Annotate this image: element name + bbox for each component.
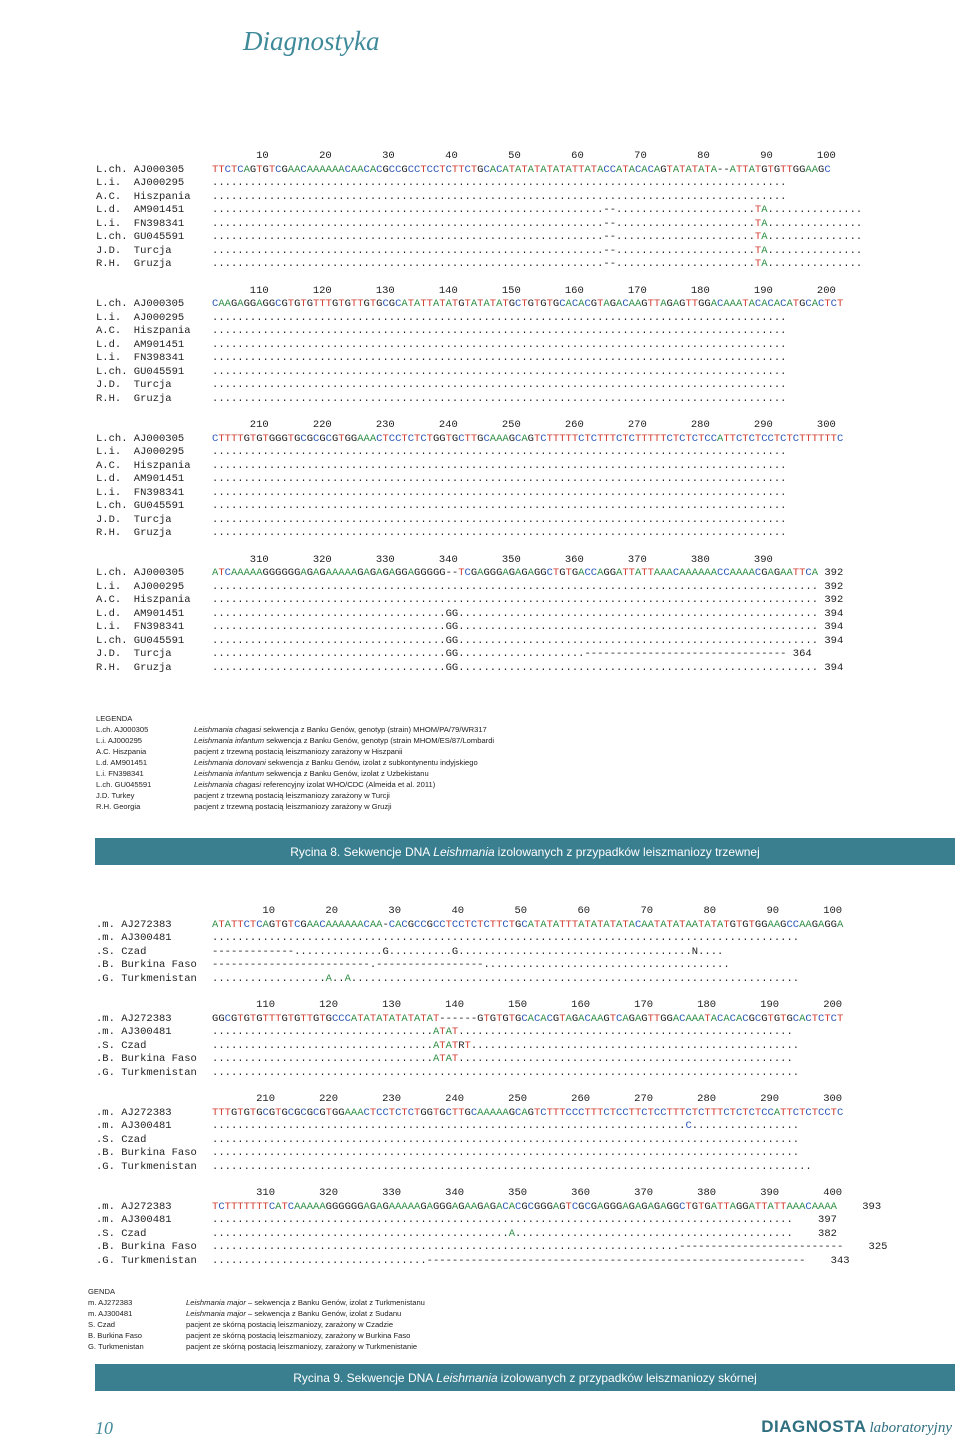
alignment-row — [96, 973, 887, 987]
figure-9-caption — [95, 1364, 955, 1391]
species-name: Leishmania infantum — [194, 769, 265, 778]
alignment-row — [96, 312, 862, 326]
sequence-label: R.H. Gruzja — [96, 392, 191, 405]
sequence-label: .G. Turkmenistan — [96, 1066, 197, 1079]
sequence-string: GGCGTGTGTTTGTGTTGTGCCCATATATATATATAT------GTGTGTGCACACGTAGACAAGTCAGAGTTGGACAAATACACACGCGTGTGCACTCTCT — [212, 1012, 844, 1025]
alignment-ruler: 10 20 30 40 50 60 70 80 90 100 — [212, 150, 836, 162]
legend-description — [194, 779, 435, 790]
legend-description — [186, 1341, 417, 1352]
sequence-label: L.d. AM901451 — [96, 338, 191, 351]
sequence-string: ...........................................................................C................. — [212, 1120, 800, 1132]
alignment-row — [96, 1147, 887, 1161]
alignment-ruler: 310 320 330 340 350 360 370 380 390 — [212, 553, 773, 566]
sequence-label: .S. Czad — [96, 1227, 191, 1240]
sequence-label: .m. AJ300481 — [96, 1120, 191, 1132]
figure-9-legend — [88, 1286, 425, 1352]
legend-description — [194, 790, 390, 801]
legend-code: L.i. AJ000295 — [96, 736, 143, 745]
alignment-row — [96, 298, 862, 312]
sequence-label: .B. Burkina Faso — [96, 1241, 197, 1253]
legend-text: pacjent ze skórną postacią leiszmaniozy, zarażony w Burkina Faso — [186, 1331, 411, 1340]
sequence-string: .....................................GG......................................................... 394 — [212, 607, 844, 620]
legend-text: pacjent ze skórną postacią leiszmaniozy, zarażony w Czadzie — [186, 1320, 394, 1329]
sequence-string: ........................................................................................... — [212, 338, 787, 351]
alignment-row — [96, 379, 862, 393]
sequence-label: .G. Turkmenistan — [96, 1254, 197, 1267]
caption-italic: Leishmania — [433, 844, 495, 859]
sequence-string: ................................................................................................ 392 — [212, 580, 844, 593]
alignment-row — [96, 487, 862, 501]
sequence-string: ..........................................................................-------------------------- 325 — [212, 1241, 888, 1253]
sequence-string: ............................................................................................. — [212, 1147, 800, 1159]
legend-code: L.d. AM901451 — [96, 758, 148, 767]
legend-entry — [88, 1297, 425, 1308]
sequence-string: ..................................------------------------------------------------------------ 343 — [212, 1254, 850, 1267]
sequence-label: L.ch. GU045591 — [96, 231, 191, 243]
sequence-label: J.D. Turcja — [96, 244, 191, 257]
alignment-row — [96, 1026, 887, 1040]
alignment-row — [96, 231, 862, 245]
sequence-string: ........................................................................................... — [212, 311, 787, 324]
page-number: 10 — [95, 1418, 113, 1438]
alignment-row — [96, 500, 862, 514]
sequence-label: L.d. AM901451 — [96, 607, 191, 620]
sequence-label: R.H. Gruzja — [96, 527, 191, 539]
alignment-row — [96, 621, 862, 635]
sequence-label: L.ch. GU045591 — [96, 365, 191, 378]
sequence-label: .S. Czad — [96, 1039, 191, 1052]
sequence-string: ............................................................................................. — [212, 1133, 800, 1146]
alignment-row — [96, 339, 862, 353]
alignment-row — [96, 635, 862, 649]
alignment-row — [96, 177, 862, 191]
legend-text: sekwencja z Banku Genów, izolat z Uzbekistanu — [264, 769, 429, 778]
sequence-label: .B. Burkina Faso — [96, 1147, 197, 1159]
legend-description — [194, 768, 429, 779]
alignment-row — [96, 325, 862, 339]
sequence-string: ...................................ATAT..................................................... — [212, 1026, 793, 1038]
alignment-row — [96, 204, 862, 218]
sequence-string: ........................................................................................... — [212, 177, 787, 189]
alignment-row — [96, 1053, 887, 1067]
sequence-string: -------------..............G..........G.....................................N.... — [212, 945, 724, 958]
legend-entry — [88, 1319, 425, 1330]
alignment-row — [96, 919, 887, 933]
sequence-string: ...................................ATATRT.................................................... — [212, 1039, 800, 1052]
sequence-string: ..............................................................--......................TA............... — [212, 231, 863, 243]
figure-8-caption — [95, 838, 955, 865]
sequence-string: CTTTTGTGTGGGTGCGCGCGTGGAAACTCCTCTCTGGTGCTTGCAAAGCAGTCTTTTTCTCTTTCTCTTTTTCTCTCTCCATTCTCTCCTCTCTTTTTTC — [212, 432, 844, 445]
sequence-string: ..............................................................--......................TA............... — [212, 244, 863, 257]
species-name: Leishmania major — [186, 1298, 246, 1307]
figure-8-legend — [96, 713, 494, 812]
sequence-string: .....................................GG......................................................... 394 — [212, 634, 844, 647]
sequence-string: TCTTTTTTTCATCAAAAAGGGGGGAGAGAAAAAGAGGGAGAAGAGACACGCGGGAGTCGCGAGGGAGAGAGAGGCTGTGATTAGGATTATTAAACAAAA 393 — [212, 1200, 882, 1213]
sequence-label: L.i. FN398341 — [96, 352, 191, 364]
legend-code: R.H. Georgia — [96, 802, 141, 811]
legend-code: G. Turkmenistan — [88, 1342, 144, 1351]
legend-description — [194, 757, 478, 768]
sequence-string: ........................................................................................... — [212, 352, 787, 364]
alignment-row — [96, 1241, 887, 1255]
sequence-label: L.i. FN398341 — [96, 217, 191, 230]
alignment-row — [96, 594, 862, 608]
sequence-label: L.d. AM901451 — [96, 473, 191, 485]
sequence-string: ..............................................................--......................TA............... — [212, 217, 863, 230]
sequence-label: L.ch. AJ000305 — [96, 163, 191, 176]
alignment-row — [96, 1161, 887, 1175]
sequence-label: .B. Burkina Faso — [96, 1053, 197, 1065]
alignment-ruler: 210 220 230 240 250 260 270 280 290 300 — [212, 1093, 843, 1105]
legend-description — [194, 801, 392, 812]
alignment-row — [96, 1214, 887, 1228]
sequence-string: ........................................................................................... — [212, 446, 787, 458]
legend-entry — [96, 746, 494, 757]
legend-code: B. Burkina Faso — [88, 1331, 143, 1340]
sequence-label: J.D. Turcja — [96, 513, 191, 526]
sequence-string: ...............................................A............................................ 382 — [212, 1227, 837, 1240]
alignment-row — [96, 527, 862, 541]
legend-entry — [96, 801, 494, 812]
sequence-label: L.ch. GU045591 — [96, 500, 191, 512]
caption-text: Rycina 9. Sekwencje DNA — [293, 1370, 434, 1385]
alignment-row — [96, 191, 862, 205]
alignment-row — [96, 1228, 887, 1242]
legend-description — [194, 746, 403, 757]
sequence-label: L.i. FN398341 — [96, 486, 191, 499]
sequence-string: ..................A..A....................................................................... — [212, 972, 800, 985]
sequence-label: .G. Turkmenistan — [96, 972, 197, 985]
legend-code: m. AJ300481 — [88, 1309, 133, 1318]
alignment-row — [96, 1201, 887, 1215]
legend-title: GENDA — [88, 1287, 116, 1296]
sequence-label: L.ch. AJ000305 — [96, 432, 191, 445]
caption-text: Rycina 8. Sekwencje DNA — [290, 844, 431, 859]
sequence-string: ........................................................................................... — [212, 325, 787, 337]
sequence-label: L.i. AJ000295 — [96, 177, 191, 189]
sequence-string: .....................................GG......................................................... 394 — [212, 661, 844, 674]
species-name: Leishmania major — [186, 1309, 246, 1318]
sequence-string: ........................................................................................... — [212, 379, 787, 391]
legend-text: sekwencja z Banku Genów, izolat z subkontynentu indyjskiego — [265, 758, 478, 767]
sequence-string: ........................................................................................... — [212, 473, 787, 485]
brand-logo — [761, 1417, 952, 1437]
sequence-label: L.ch. AJ000305 — [96, 298, 191, 310]
figure-8-alignment — [96, 150, 862, 675]
sequence-label: .B. Burkina Faso — [96, 959, 197, 971]
sequence-string: TTCTCAGTGTCGAACAAAAAACAACACGCCGCCTCCTCTTCTGCACATATATATATATTATACCATACACAGTATATATA--ATTATGTGTTGGAAGC — [212, 163, 831, 176]
sequence-label: R.H. Gruzja — [96, 661, 191, 674]
legend-text: pacjent z trzewną postacią leiszmaniozy zarażony w Turcji — [194, 791, 390, 800]
brand-bold: DIAGNOSTA — [761, 1417, 867, 1436]
sequence-label: .m. AJ300481 — [96, 1026, 191, 1038]
alignment-row — [96, 1040, 887, 1054]
sequence-label: L.ch. AJ000305 — [96, 567, 191, 579]
legend-text: sekwencja z Banku Genów, genotyp (strain MHOM/ES/87/Lombardi — [264, 736, 495, 745]
alignment-row — [96, 473, 862, 487]
alignment-row — [96, 1067, 887, 1081]
legend-description — [186, 1308, 401, 1319]
sequence-string: ATCAAAAAGGGGGGAGAGAAAAAGAGAGAGGAGGGGG--TCGAGGGAGAGAGGCTGTGACCAGGATTATTAAACAAAAAACCAAAACGAGAATTCA 392 — [212, 567, 844, 579]
sequence-string: .....................................GG......................................................... 394 — [212, 621, 844, 633]
alignment-row — [96, 258, 862, 272]
alignment-row — [96, 1120, 887, 1134]
sequence-label: .G. Turkmenistan — [96, 1160, 197, 1173]
sequence-string: ........................................................................................... — [212, 459, 787, 472]
sequence-string: ........................................................................................... — [212, 527, 787, 539]
legend-description — [194, 735, 494, 746]
alignment-row — [96, 366, 862, 380]
legend-entry — [96, 779, 494, 790]
alignment-row — [96, 1255, 887, 1269]
alignment-row — [96, 433, 862, 447]
sequence-string: -------------------------.-----------------....................................... — [212, 959, 730, 971]
sequence-label: A.C. Hiszpania — [96, 190, 191, 203]
sequence-label: J.D. Turcja — [96, 648, 191, 660]
sequence-label: L.i. AJ000295 — [96, 311, 191, 324]
legend-text: – sekwencja z Banku Genów, izolat z Turkmenistanu — [245, 1298, 425, 1307]
sequence-label: .m. AJ300481 — [96, 932, 191, 944]
legend-entry — [88, 1330, 425, 1341]
sequence-string: ................................................................................................ 392 — [212, 594, 844, 606]
alignment-row — [96, 662, 862, 676]
sequence-string: ........................................................................................... — [212, 513, 787, 526]
species-name: Leishmania chagasi — [194, 725, 262, 734]
sequence-string: ATATTCTCAGTGTCGAACAAAAAACAA-CACGCCGCCTCCTCTCTTCTGCATATATTTATATATATACAATATATAATATATGTGTGGAAGCCAAGAGGA — [212, 918, 844, 931]
page-header-title: Diagnostyka — [243, 26, 380, 56]
alignment-row — [96, 1013, 887, 1027]
sequence-label: .m. AJ272383 — [96, 918, 191, 931]
caption-text: izolowanych z przypadków leiszmaniozy trzewnej — [497, 844, 760, 859]
sequence-string: ............................................................................................ 397 — [212, 1214, 837, 1226]
sequence-label: .S. Czad — [96, 945, 191, 958]
alignment-ruler: 110 120 130 140 150 160 170 180 190 200 — [212, 999, 843, 1011]
sequence-label: L.i. AJ000295 — [96, 446, 191, 458]
sequence-string: .....................................GG....................-------------------------------- 364 — [212, 648, 812, 660]
legend-description — [186, 1319, 393, 1330]
alignment-row — [96, 393, 862, 407]
sequence-string: ............................................................................................... — [212, 1160, 812, 1173]
legend-code: m. AJ272383 — [88, 1298, 133, 1307]
alignment-row — [96, 164, 862, 178]
sequence-string: ........................................................................................... — [212, 500, 787, 512]
sequence-string: ............................................................................................. — [212, 932, 800, 944]
figure-9-alignment — [96, 905, 887, 1268]
sequence-label: L.i. FN398341 — [96, 621, 191, 633]
sequence-string: ........................................................................................... — [212, 392, 787, 405]
legend-text: pacjent ze skórną postacią leiszmaniozy, zarażony w Turkmenistanie — [186, 1342, 418, 1351]
brand-italic: laboratoryjny — [869, 1420, 952, 1436]
caption-text: izolowanych z przypadków leiszmaniozy skórnej — [500, 1370, 757, 1385]
sequence-label: A.C. Hiszpania — [96, 459, 191, 472]
sequence-string: ........................................................................................... — [212, 486, 787, 499]
sequence-label: L.i. AJ000295 — [96, 580, 191, 593]
sequence-label: A.C. Hiszpania — [96, 594, 191, 606]
sequence-label: L.ch. GU045591 — [96, 634, 191, 647]
legend-code: A.C. Hiszpania — [96, 747, 147, 756]
legend-description — [186, 1330, 410, 1341]
alignment-row — [96, 460, 862, 474]
legend-text: sekwencja z Banku Genów, genotyp (strain) MHOM/PA/79/WR317 — [261, 725, 487, 734]
caption-italic: Leishmania — [436, 1370, 498, 1385]
sequence-label: .m. AJ272383 — [96, 1106, 191, 1119]
legend-text: pacjent z trzewną postacią leiszmaniozy zarażony w Hiszpanii — [194, 747, 403, 756]
legend-description — [194, 724, 487, 735]
legend-entry — [96, 757, 494, 768]
sequence-label: .m. AJ300481 — [96, 1214, 191, 1226]
sequence-string: ........................................................................................... — [212, 365, 787, 378]
legend-entry — [88, 1341, 425, 1352]
sequence-string: ..............................................................--......................TA............... — [212, 258, 863, 270]
legend-entry — [96, 724, 494, 735]
legend-entry — [96, 790, 494, 801]
alignment-row — [96, 1134, 887, 1148]
species-name: Leishmania donovani — [194, 758, 266, 767]
legend-code: L.ch. AJ000305 — [96, 725, 149, 734]
alignment-ruler: 110 120 130 140 150 160 170 180 190 200 — [212, 284, 836, 297]
alignment-row — [96, 959, 887, 973]
sequence-label: L.d. AM901451 — [96, 204, 191, 216]
alignment-row — [96, 1107, 887, 1121]
alignment-row — [96, 567, 862, 581]
alignment-row — [96, 946, 887, 960]
species-name: Leishmania infantum — [194, 736, 265, 745]
sequence-label: J.D. Turcja — [96, 379, 191, 391]
sequence-label: A.C. Hiszpania — [96, 325, 191, 337]
sequence-label: .m. AJ272383 — [96, 1012, 191, 1025]
legend-title: LEGENDA — [96, 714, 133, 723]
legend-entry — [96, 735, 494, 746]
alignment-ruler: 210 220 230 240 250 260 270 280 290 300 — [212, 419, 836, 431]
legend-entry — [96, 768, 494, 779]
legend-text: – sekwencja z Banku Genów, izolat z Sudanu — [245, 1309, 402, 1318]
alignment-ruler: 10 20 30 40 50 60 70 80 90 100 — [212, 905, 843, 917]
alignment-row — [96, 581, 862, 595]
sequence-string: ...................................ATAT..................................................... — [212, 1053, 793, 1065]
legend-text: referencyjny izolat WHO/CDC (Almeida et al. 2011) — [261, 780, 436, 789]
alignment-row — [96, 514, 862, 528]
legend-description — [186, 1297, 425, 1308]
legend-code: S. Czad — [88, 1320, 116, 1329]
sequence-string: ........................................................................................... — [212, 190, 787, 203]
sequence-string: ............................................................................................. — [212, 1066, 800, 1079]
legend-code: L.ch. GU045591 — [96, 780, 152, 789]
legend-entry — [88, 1308, 425, 1319]
legend-code: L.i. FN398341 — [96, 769, 144, 778]
sequence-label: .m. AJ272383 — [96, 1200, 191, 1213]
alignment-row — [96, 352, 862, 366]
sequence-string: CAAGAGGAGGCGTGTGTTTGTGTTGTGCGCATATTATATGTATATATGCTGTGTGCACACGTAGACAAGTTAGAGTTGGACAAATACACACATGCACTCT — [212, 298, 844, 310]
alignment-row — [96, 245, 862, 259]
alignment-row — [96, 608, 862, 622]
sequence-string: TTTGTGTGCGTGCGCGCGTGGAAACTCCTCTCTGGTGCTTGCAAAAAGCAGTCTTTCCCTTTCTCCTTCTCCTTTCTCTTTCTCTCTCCATTCTCTCCTC — [212, 1106, 844, 1119]
alignment-ruler: 310 320 330 340 350 360 370 380 390 400 — [212, 1187, 843, 1199]
legend-code: J.D. Turkey — [96, 791, 135, 800]
alignment-row — [96, 218, 862, 232]
sequence-string: ..............................................................--......................TA............... — [212, 204, 863, 216]
alignment-row — [96, 446, 862, 460]
legend-text: pacjent z trzewną postacią leiszmaniozy zarażony w Gruzji — [194, 802, 392, 811]
species-name: Leishmania chagasi — [194, 780, 262, 789]
sequence-label: R.H. Gruzja — [96, 258, 191, 270]
alignment-row — [96, 932, 887, 946]
alignment-row — [96, 648, 862, 662]
sequence-label: .S. Czad — [96, 1133, 191, 1146]
